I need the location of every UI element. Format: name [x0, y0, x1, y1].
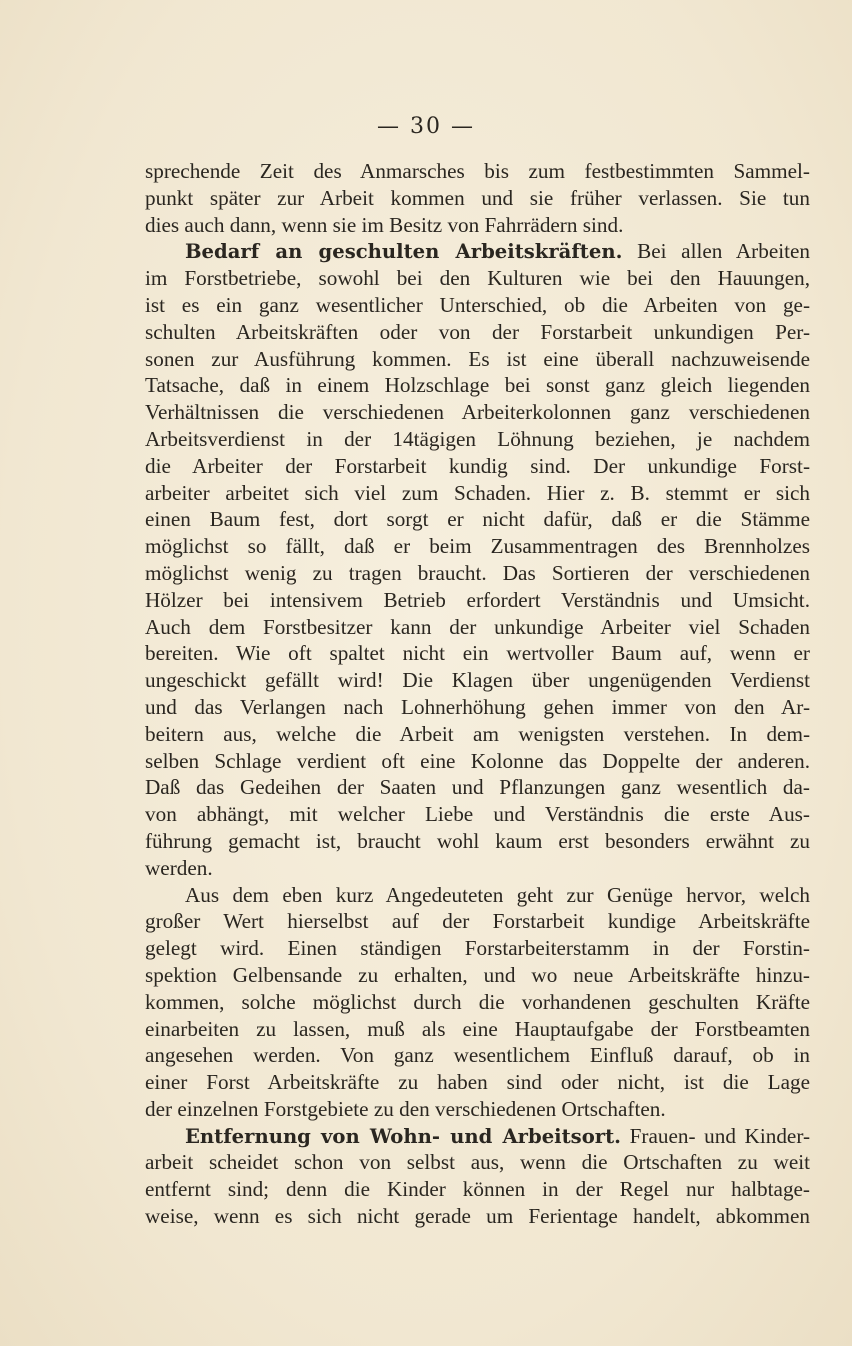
body-text	[145, 158, 810, 1230]
heading-line-text: Frauen- und Kinder-	[629, 1123, 811, 1148]
text-line: großer Wert hierselbst auf der Forstarbeit kundige Arbeitskräfte	[145, 909, 810, 934]
section-heading: Bedarf an geschulten Arbeitskräften.	[185, 240, 623, 264]
text-line: schulten Arbeitskräften oder von der Forstarbeit unkundigen Per-	[145, 319, 810, 344]
text-line: ist es ein ganz wesentlicher Unterschied, ob die Arbeiten von ge-	[145, 292, 810, 317]
text-line: einarbeiten zu lassen, muß als eine Hauptaufgabe der Forstbeamten	[145, 1016, 810, 1041]
text-line: ungeschickt gefällt wird! Die Klagen über ungenügenden Verdienst	[145, 668, 810, 693]
paragraph	[145, 882, 810, 1123]
text-line: führung gemacht ist, braucht wohl kaum erst besonders erwähnt zu	[145, 828, 810, 853]
text-line: Hölzer bei intensivem Betrieb erfordert Verständnis und Umsicht.	[145, 587, 810, 612]
text-line: möglichst wenig zu tragen braucht. Das Sortieren der verschiedenen	[145, 560, 810, 585]
text-line: einen Baum fest, dort sorgt er nicht dafür, daß er die Stämme	[145, 507, 810, 532]
heading-line-text: Bei allen Arbeiten	[637, 239, 810, 264]
text-line: sonen zur Ausführung kommen. Es ist eine überall nachzuweisende	[145, 346, 810, 371]
text-line: Verhältnissen die verschiedenen Arbeiterkolonnen ganz verschiedenen	[145, 400, 810, 425]
text-line: und das Verlangen nach Lohnerhöhung gehen immer von den Ar-	[145, 694, 810, 719]
text-line	[145, 1123, 810, 1150]
text-line: dies auch dann, wenn sie im Besitz von Fahrrädern sind.	[145, 212, 624, 237]
text-line: selben Schlage verdient oft eine Kolonne das Doppelte der anderen.	[145, 748, 810, 773]
paragraph	[145, 1123, 810, 1230]
text-line: entfernt sind; denn die Kinder können in der Regel nur halbtage-	[145, 1177, 810, 1202]
text-line: Arbeitsverdienst in der 14tägigen Löhnung beziehen, je nachdem	[145, 426, 810, 451]
text-line: die Arbeiter der Forstarbeit kundig sind. Der unkundige Forst-	[145, 453, 810, 478]
text-line: Daß das Gedeihen der Saaten und Pflanzungen ganz wesentlich da-	[145, 775, 810, 800]
text-line: im Forstbetriebe, sowohl bei den Kulturen wie bei den Hauungen,	[145, 266, 810, 291]
text-line: von abhängt, mit welcher Liebe und Verständnis die erste Aus-	[145, 802, 810, 827]
text-line: gelegt wird. Einen ständigen Forstarbeiterstamm in der Forstin-	[145, 936, 810, 961]
text-line: arbeiter arbeitet sich viel zum Schaden. Hier z. B. stemmt er sich	[145, 480, 810, 505]
text-line: bereiten. Wie oft spaltet nicht ein wertvoller Baum auf, wenn er	[145, 641, 810, 666]
text-line: angesehen werden. Von ganz wesentlichem Einfluß darauf, ob in	[145, 1043, 810, 1068]
text-line: werden.	[145, 855, 213, 880]
text-line: einer Forst Arbeitskräfte zu haben sind oder nicht, ist die Lage	[145, 1070, 810, 1095]
text-line: Aus dem eben kurz Angedeuteten geht zur Genüge hervor, welch	[185, 882, 810, 907]
page-number: — 30 —	[377, 114, 475, 139]
paragraph	[145, 238, 810, 881]
text-line: möglichst so fällt, daß er beim Zusammentragen des Brennholzes	[145, 534, 810, 559]
text-line: Tatsache, daß in einem Holzschlage bei sonst ganz gleich liegenden	[145, 373, 810, 398]
text-line: kommen, solche möglichst durch die vorhandenen geschulten Kräfte	[145, 989, 810, 1014]
paragraph	[145, 158, 810, 238]
text-line: spektion Gelbensande zu erhalten, und wo neue Arbeitskräfte hinzu-	[145, 962, 810, 987]
text-line: punkt später zur Arbeit kommen und sie früher verlassen. Sie tun	[145, 185, 810, 210]
section-heading: Entfernung von Wohn- und Arbeitsort.	[185, 1124, 621, 1148]
text-line: der einzelnen Forstgebiete zu den verschiedenen Ortschaften.	[145, 1096, 666, 1121]
text-line: beitern aus, welche die Arbeit am wenigsten verstehen. In dem-	[145, 721, 810, 746]
text-line: Auch dem Forstbesitzer kann der unkundige Arbeiter viel Schaden	[145, 614, 810, 639]
text-line	[145, 238, 810, 265]
text-line: arbeit scheidet schon von selbst aus, wenn die Ortschaften zu weit	[145, 1150, 810, 1175]
text-line: sprechende Zeit des Anmarsches bis zum festbestimmten Sammel-	[145, 159, 810, 183]
text-line: weise, wenn es sich nicht gerade um Ferientage handelt, abkommen	[145, 1204, 810, 1229]
